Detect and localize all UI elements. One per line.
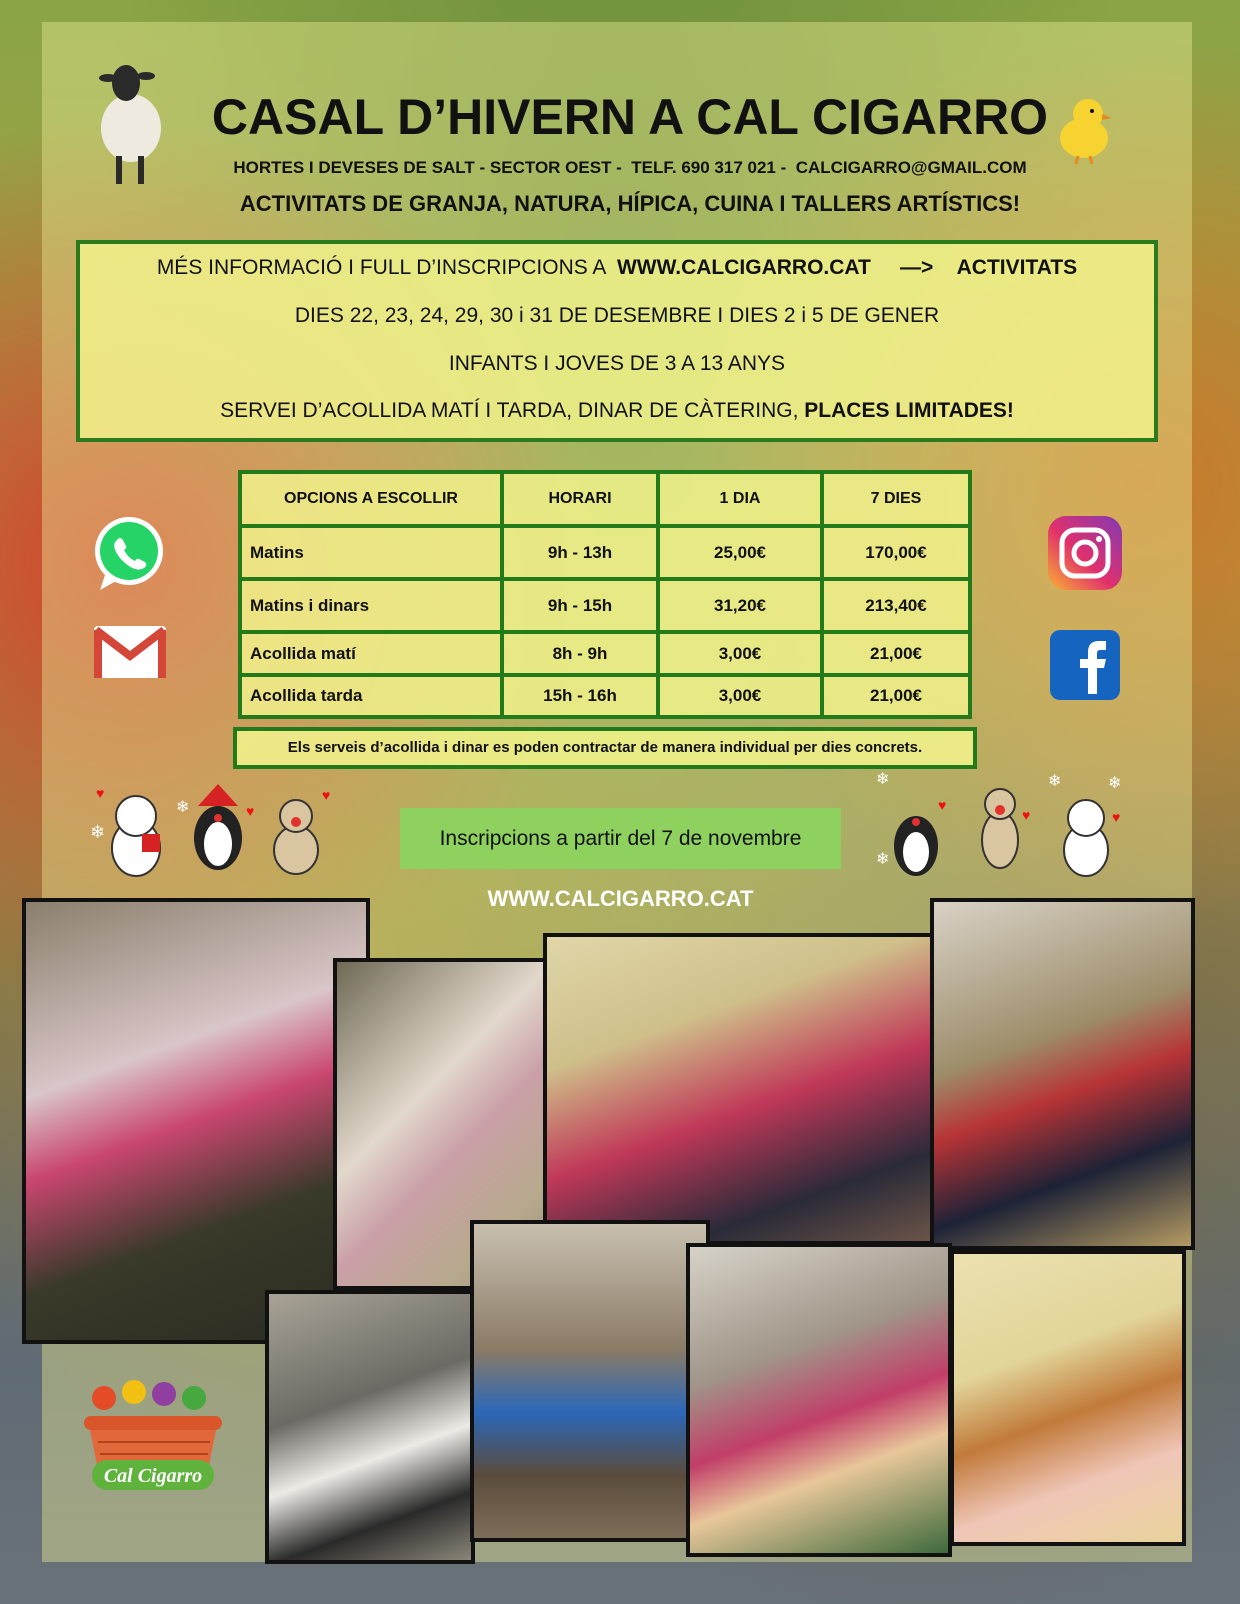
svg-text:♥: ♥ <box>938 797 947 813</box>
svg-text:❄: ❄ <box>176 799 190 816</box>
cal-cigarro-logo <box>58 1376 248 1500</box>
table-cell: Matins <box>240 526 502 579</box>
table-cell: 170,00€ <box>822 526 970 579</box>
table-row <box>240 675 970 717</box>
table-cell: 31,20€ <box>658 579 822 632</box>
table-cell: 9h - 15h <box>502 579 658 632</box>
enrollment-banner: Inscripcions a partir del 7 de novembre <box>400 808 841 869</box>
table-cell: Acollida tarda <box>240 675 502 717</box>
table-cell: 9h - 13h <box>502 526 658 579</box>
note-box: Els serveis d’acollida i dinar es poden contractar de manera individual per dies concrets. <box>233 727 977 769</box>
table-header-row <box>240 472 970 526</box>
arrow-text: —> <box>900 256 934 279</box>
svg-text:❄: ❄ <box>876 771 890 788</box>
svg-text:♥: ♥ <box>246 803 255 819</box>
column-header: 7 DIES <box>822 472 970 526</box>
table-cell: 21,00€ <box>822 675 970 717</box>
photo-calves <box>265 1290 475 1564</box>
logo-text: Cal Cigarro <box>103 1465 203 1487</box>
svg-text:♥: ♥ <box>322 787 331 803</box>
table-cell: 15h - 16h <box>502 675 658 717</box>
contact-line: HORTES I DEVESES DE SALT - SECTOR OEST - TELF. 690 317 021 - CALCIGARRO@GMAIL.COM <box>233 158 1027 177</box>
svg-text:♥: ♥ <box>1022 807 1031 823</box>
activities-line: ACTIVITATS DE GRANJA, NATURA, HÍPICA, CUINA I TALLERS ARTÍSTICS! <box>239 191 1021 216</box>
photo-guinea-pig <box>950 1250 1186 1546</box>
christmas-characters-right <box>872 770 1130 888</box>
column-header: OPCIONS A ESCOLLIR <box>240 472 502 526</box>
table-cell: 25,00€ <box>658 526 822 579</box>
svg-text:❄: ❄ <box>1048 773 1062 790</box>
footer-website[interactable]: WWW.CALCIGARRO.CAT <box>487 886 754 911</box>
services-line <box>80 399 1154 423</box>
page-title: CASAL D’HIVERN A CAL CIGARRO <box>211 89 1049 145</box>
christmas-characters-left <box>86 778 346 882</box>
ages-line: INFANTS I JOVES DE 3 A 13 ANYS <box>448 352 786 375</box>
table-cell: 3,00€ <box>658 632 822 675</box>
instagram-icon[interactable] <box>1046 514 1124 592</box>
whatsapp-icon[interactable] <box>90 514 168 592</box>
facebook-icon[interactable] <box>1048 628 1122 702</box>
svg-text:❄: ❄ <box>90 822 106 842</box>
column-header: 1 DIA <box>658 472 822 526</box>
table-cell: 3,00€ <box>658 675 822 717</box>
photo-forest-walk <box>470 1220 710 1542</box>
photo-kids-lamb <box>543 933 937 1245</box>
gmail-icon[interactable] <box>92 624 168 680</box>
table-row <box>240 632 970 675</box>
more-info-line <box>80 256 1154 280</box>
table-cell: Matins i dinars <box>240 579 502 632</box>
table-cell: 8h - 9h <box>502 632 658 675</box>
services-text: SERVEI D’ACOLLIDA MATÍ I TARDA, DINAR DE CÀTERING, <box>220 399 805 422</box>
activities-link[interactable]: ACTIVITATS <box>956 256 1078 279</box>
table-row <box>240 526 970 579</box>
svg-text:❄: ❄ <box>876 851 890 868</box>
table-cell: Acollida matí <box>240 632 502 675</box>
info-box <box>76 240 1158 442</box>
limited-places-text: PLACES LIMITADES! <box>804 399 1014 422</box>
column-header: HORARI <box>502 472 658 526</box>
table-row <box>240 579 970 632</box>
svg-text:♥: ♥ <box>1112 809 1121 825</box>
price-table <box>238 470 972 719</box>
table-cell: 213,40€ <box>822 579 970 632</box>
svg-text:❄: ❄ <box>1108 775 1122 792</box>
photo-hen-kitchen <box>686 1243 952 1557</box>
dates-line: DIES 22, 23, 24, 29, 30 i 31 DE DESEMBRE I DIES 2 i 5 DE GENER <box>294 304 940 327</box>
svg-text:♥: ♥ <box>96 785 105 801</box>
website-link[interactable]: WWW.CALCIGARRO.CAT <box>616 256 871 279</box>
more-info-text: MÉS INFORMACIÓ I FULL D’INSCRIPCIONS A <box>156 256 617 279</box>
table-cell: 21,00€ <box>822 632 970 675</box>
photo-sheep <box>930 898 1195 1250</box>
photo-garden <box>22 898 370 1344</box>
